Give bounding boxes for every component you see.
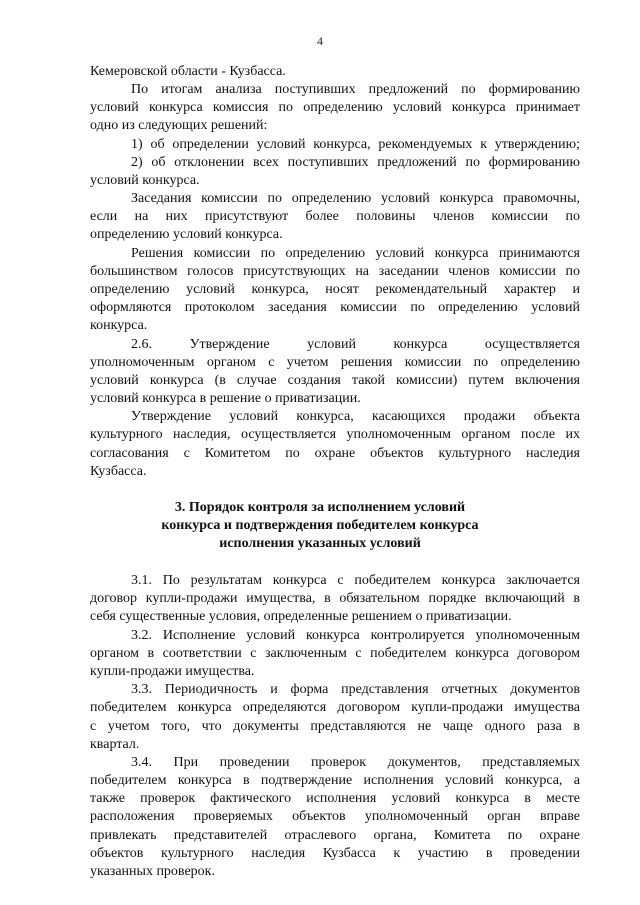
text-line: привлекать представителей отраслевого органа, Комитета по охране — [90, 828, 580, 843]
section-heading-line: исполнения указанных условий — [219, 536, 421, 551]
text-line: конкурса. — [90, 318, 148, 333]
text-line: условий конкурса в решение о приватизации. — [90, 391, 361, 406]
text-line: Утверждение условий конкурса, касающихся продажи объекта — [131, 409, 580, 424]
text-line: большинством голосов присутствующих на заседании членов комиссии по — [90, 264, 580, 279]
text-line: 3.4. При проведении проверок документов, представляемых — [131, 755, 580, 770]
text-line: купли-продажи имущества. — [90, 664, 255, 679]
text-line: условий конкурса комиссия по определению условий конкурса принимает — [90, 100, 580, 115]
text-line: Заседания комиссии по определению условий конкурса правомочны, — [131, 191, 580, 206]
text-line: объектов культурного наследия Кузбасса к участию в проведении — [90, 846, 580, 861]
text-line: Решения комиссии по определению условий конкурса принимаются — [131, 246, 580, 261]
text-line: победителем конкурса в подтверждение исполнения условий конкурса, а — [90, 773, 580, 788]
text-line: 2) об отклонении всех поступивших предложений по формированию — [131, 155, 580, 170]
text-line: условий конкурса (в случае создания такой комиссии) путем включения — [90, 373, 580, 388]
text-line: 3.3. Периодичность и форма представления отчетных документов — [131, 682, 580, 697]
text-line: По итогам анализа поступивших предложений по формированию — [131, 82, 580, 97]
text-line: 2.6. Утверждение условий конкурса осуществляется — [131, 337, 580, 352]
text-line: определению условий конкурса. — [90, 227, 283, 242]
text-line: оформляются протоколом заседания комиссии по определению условий — [90, 300, 580, 315]
text-line: 3.1. По результатам конкурса с победителем конкурса заключается — [131, 573, 580, 588]
text-line: расположения проверяемых объектов уполномоченный орган вправе — [90, 809, 580, 824]
text-line: победителем конкурса определяются договором купли-продажи имущества — [90, 700, 580, 715]
text-line: указанных проверок. — [90, 864, 215, 879]
text-line: если на них присутствуют более половины членов комиссии по — [90, 209, 580, 224]
text-line: одно из следующих решений: — [90, 118, 268, 133]
text-line: культурного наследия, осуществляется уполномоченным органом после их — [90, 427, 580, 442]
text-line: уполномоченным органом с учетом решения комиссии по определению — [90, 355, 580, 370]
text-line: органом в соответствии с заключенным с победителем конкурса договором — [90, 646, 580, 661]
text-line: Кемеровской области - Кузбасса. — [90, 64, 286, 79]
text-line: также проверок фактического исполнения условий конкурса в месте — [90, 791, 580, 806]
section-heading-line: 3. Порядок контроля за исполнением условий — [174, 500, 466, 515]
text-line: 1) об определении условий конкурса, рекомендуемых к утверждению; — [131, 137, 580, 152]
text-line: определению условий конкурса, носят рекомендательный характер и — [90, 282, 580, 297]
text-line: 3.2. Исполнение условий конкурса контролируется уполномоченным — [131, 628, 580, 643]
text-line: условий конкурса. — [90, 173, 200, 188]
text-line: с учетом того, что документы представляются не чаще одного раза в — [90, 719, 580, 734]
text-line: согласования с Комитетом по охране объектов культурного наследия — [90, 446, 580, 461]
text-line: Кузбасса. — [90, 464, 147, 479]
text-line: договор купли-продажи имущества, в обязательном порядке включающий в — [90, 591, 580, 606]
text-line: квартал. — [90, 737, 140, 752]
section-heading-line: конкурса и подтверждения победителем конкурса — [161, 518, 479, 533]
text-line: себя существенные условия, определенные решением о приватизации. — [90, 609, 512, 624]
page-number: 4 — [317, 34, 323, 48]
